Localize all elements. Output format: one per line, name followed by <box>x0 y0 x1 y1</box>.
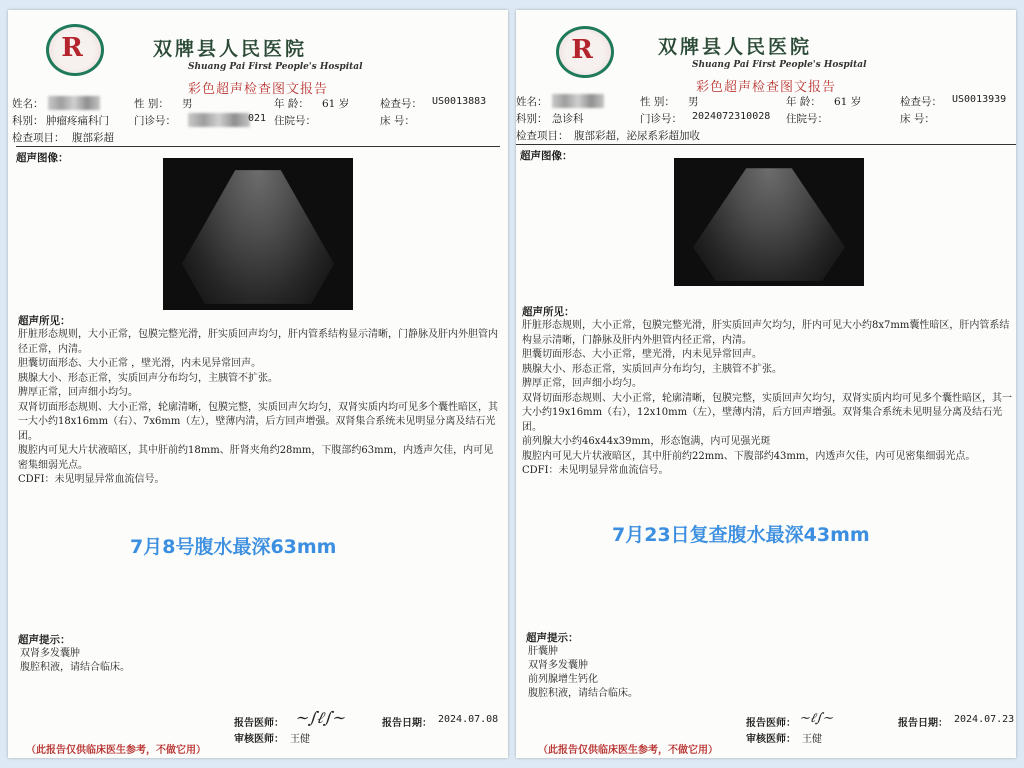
finding-line: 脾厚正常，回声细小均匀。 <box>18 387 138 398</box>
report-date-label: 报告日期： <box>898 718 948 729</box>
annotation-caption: 7月8号腹水最深63mm <box>130 536 337 558</box>
image-label: 超声图像： <box>16 152 69 164</box>
dept-value: 肿瘤疼痛科门 <box>46 115 109 127</box>
age-label: 年 龄： <box>274 98 309 110</box>
hospital-name: 双牌县人民医院 <box>153 38 308 60</box>
finding-line: CDFI：未见明显异常血流信号。 <box>522 465 669 476</box>
hospital-logo-icon: R <box>46 24 104 76</box>
finding-line: 肝脏形态规则，大小正常，包膜完整光滑，肝实质回声均匀，肝内管系结构显示清晰，门静脉及肝内外胆管内径正常，内清。 <box>18 329 498 355</box>
conclusion-text <box>528 645 638 701</box>
bed-label: 床 号： <box>380 115 415 127</box>
exam-item-value: 腹部彩超，泌尿系彩超加收 <box>574 130 700 142</box>
redacted-outpatient-no <box>188 113 250 127</box>
exam-no-value: US0013883 <box>432 96 487 107</box>
conclusion-line: 前列腺增生钙化 <box>528 674 598 685</box>
conclusion-line: 腹腔积液，请结合临床。 <box>20 662 130 673</box>
age-value: 61 岁 <box>834 96 862 108</box>
finding-line: 双肾切面形态规则、大小正常，轮廓清晰，包膜完整，实质回声欠均匀，双肾实质内均可见多个囊性暗区，其一大小约19x16mm（右），12x10mm（左），壁薄内清，后方回声增强。双肾集合系统未见明显分离及结石光团。 <box>522 392 1012 433</box>
outpatient-no-value: 2024072310028 <box>692 111 771 122</box>
reviewer-label: 审核医师： <box>234 734 284 745</box>
findings-label: 超声所见： <box>522 306 575 318</box>
finding-line: 腹腔内可见大片状液暗区，其中肝前约22mm、下腹部约43mm，内透声欠佳，内可见密集细弱光点。 <box>522 450 976 462</box>
dept-label: 科别： <box>12 115 44 127</box>
ultrasound-image <box>163 158 353 310</box>
gender-label: 性 别： <box>134 98 169 110</box>
hospital-logo-icon: R <box>556 26 614 78</box>
outpatient-no-tail: 021 <box>248 113 267 124</box>
exam-item-value: 腹部彩超 <box>72 132 114 144</box>
doctor-signature-icon: ~∫ℓ∫~ <box>293 708 349 727</box>
hospital-name: 双牌县人民医院 <box>658 36 813 58</box>
exam-item-label: 检查项目： <box>516 130 569 142</box>
doctor-label: 报告医师： <box>746 718 796 729</box>
name-label: 姓名： <box>12 98 44 110</box>
gender-value: 男 <box>688 96 699 108</box>
finding-line: 肝脏形态规则，大小正常，包膜完整光滑，肝实质回声欠均匀，肝内可见大小约8x7mm囊性暗区，肝内管系结构显示清晰，门静脉及肝内外胆管内径正常，内清。 <box>522 320 1010 346</box>
report-date-value: 2024.07.23 <box>954 714 1015 725</box>
doctor-signature-icon: ~ℓ∫~ <box>797 711 836 726</box>
image-label: 超声图像： <box>520 150 573 162</box>
dept-value: 急诊科 <box>552 113 584 125</box>
reviewer-name: 王健 <box>802 734 822 745</box>
disclaimer: （此报告仅供临床医生参考，不做它用） <box>538 745 718 756</box>
outpatient-label: 门诊号： <box>134 115 176 127</box>
disclaimer: （此报告仅供临床医生参考，不做它用） <box>26 745 206 756</box>
conclusion-line: 双肾多发囊肿 <box>20 648 80 659</box>
hospital-name-english: Shuang Pai First People's Hospital <box>692 60 867 70</box>
outpatient-label: 门诊号： <box>640 113 682 125</box>
exam-no-label: 检查号： <box>900 96 942 108</box>
ultrasound-image <box>674 158 864 286</box>
conclusion-line: 双肾多发囊肿 <box>528 660 588 671</box>
findings-text <box>522 319 1012 479</box>
report-date-label: 报告日期： <box>382 718 432 729</box>
age-label: 年 龄： <box>786 96 821 108</box>
doctor-label: 报告医师： <box>234 718 284 729</box>
conclusion-text <box>20 647 130 675</box>
inpatient-label: 住院号： <box>786 113 828 125</box>
report-header <box>516 10 1016 72</box>
finding-line: 脾厚正常，回声细小均匀。 <box>522 378 642 389</box>
exam-no-value: US0013939 <box>952 94 1007 105</box>
finding-line: 胆囊切面形态、大小正常 ，壁光滑，内未见异常回声。 <box>18 358 262 369</box>
finding-line: 腹腔内可见大片状液暗区，其中肝前约18mm、肝肾夹角约28mm，下腹部约63mm，内透声欠佳，内可见密集细弱光点。 <box>18 445 494 471</box>
gender-label: 性 别： <box>640 96 675 108</box>
finding-line: 胆囊切面形态、大小正常，壁光滑，内未见异常回声。 <box>522 349 762 360</box>
report-title: 彩色超声检查图文报告 <box>695 80 836 95</box>
report-title: 彩色超声检查图文报告 <box>187 82 328 97</box>
exam-no-label: 检查号： <box>380 98 422 110</box>
finding-line: 双肾切面形态规则、大小正常，轮廓清晰，包膜完整，实质回声欠均匀，双肾实质内均可见多个囊性暗区，其一大小约18x16mm（右）、7x6mm（左），壁薄内清，后方回声增强。双肾集合系统未见明显分离及结石光团。 <box>18 401 498 442</box>
name-label: 姓名： <box>516 96 548 108</box>
finding-line: 胰腺大小、形态正常，实质回声分布均匀，主胰管不扩张。 <box>522 363 782 375</box>
finding-line: 前列腺大小约46x44x39mm，形态饱满，内可见强光斑 <box>522 436 771 447</box>
conclusion-label: 超声提示： <box>526 632 579 644</box>
findings-label: 超声所见： <box>18 315 71 327</box>
report-header <box>8 10 508 72</box>
divider <box>516 144 1016 145</box>
reviewer-label: 审核医师： <box>746 734 796 745</box>
exam-item-label: 检查项目： <box>12 132 65 144</box>
reviewer-name: 王健 <box>290 734 310 745</box>
report-date-value: 2024.07.08 <box>438 714 499 725</box>
report-page-july-8 <box>8 10 508 758</box>
age-value: 61 岁 <box>322 98 350 110</box>
conclusion-label: 超声提示： <box>18 634 71 646</box>
dept-label: 科别： <box>516 113 548 125</box>
redacted-name <box>552 94 604 108</box>
gender-value: 男 <box>182 98 193 110</box>
annotation-caption: 7月23日复查腹水最深43mm <box>612 524 870 546</box>
conclusion-line: 肝囊肿 <box>528 646 558 657</box>
findings-text <box>18 328 502 488</box>
finding-line: 胰腺大小、形态正常，实质回声分布均匀，主胰管不扩张。 <box>18 372 278 384</box>
bed-label: 床 号： <box>900 113 935 125</box>
divider <box>16 146 500 147</box>
redacted-name <box>48 96 100 110</box>
inpatient-label: 住院号： <box>274 115 316 127</box>
finding-line: CDFI：未见明显异常血流信号。 <box>18 474 165 485</box>
report-page-july-23 <box>516 10 1016 758</box>
hospital-name-english: Shuang Pai First People's Hospital <box>188 62 363 72</box>
conclusion-line: 腹腔积液，请结合临床。 <box>528 688 638 699</box>
